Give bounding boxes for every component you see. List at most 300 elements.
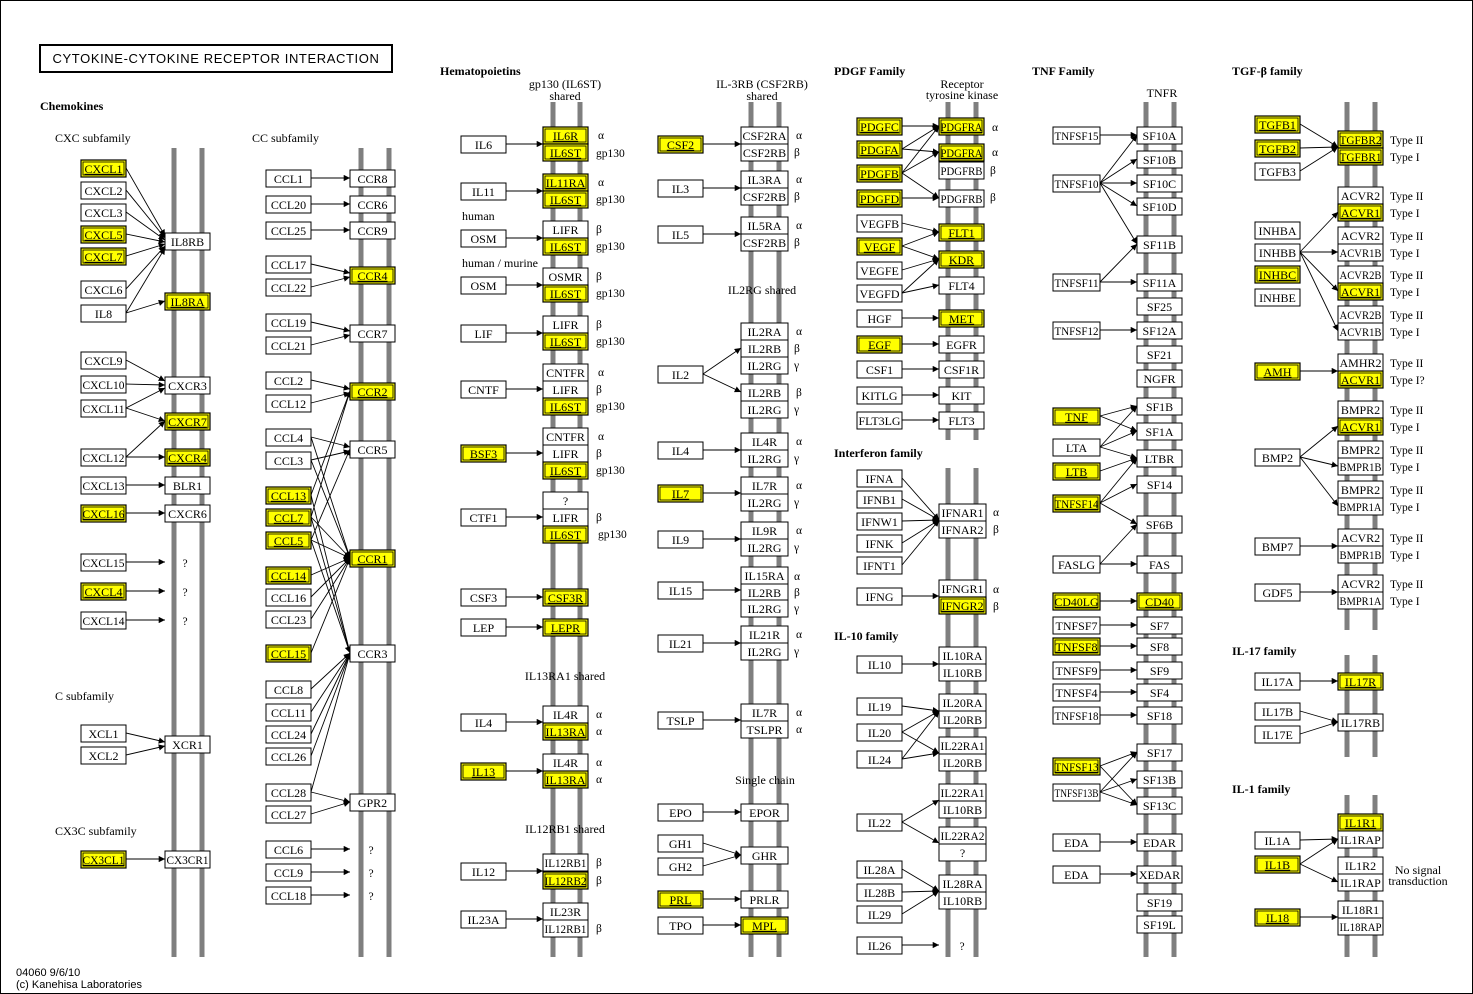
gene-node-ccr5[interactable] — [350, 441, 395, 458]
gene-node-lifr[interactable] — [543, 221, 588, 238]
gene-node-il15ra[interactable] — [741, 567, 788, 584]
gene-node-bmpr2[interactable] — [1338, 481, 1383, 498]
gene-node-ifnar2[interactable] — [939, 521, 986, 538]
gene-node-sf13c[interactable] — [1137, 797, 1182, 814]
gene-node-csf2[interactable] — [658, 136, 703, 153]
gene-node-sf7[interactable] — [1137, 617, 1182, 634]
gene-node-acvr2[interactable] — [1338, 575, 1383, 592]
gene-node-acvr1[interactable] — [1338, 283, 1383, 300]
gene-node-ltbr[interactable] — [1137, 450, 1182, 467]
gene-node-il10rb[interactable] — [939, 801, 986, 818]
gene-node-xedar[interactable] — [1137, 866, 1182, 883]
gene-node-pdgfb[interactable] — [857, 165, 902, 182]
gene-node-tnfsf15[interactable] — [1053, 127, 1100, 144]
gene-node-lifr[interactable] — [543, 445, 588, 462]
gene-node-tnf[interactable] — [1053, 408, 1100, 425]
gene-node-acvr1[interactable] — [1338, 204, 1383, 221]
gene-node-ccl28[interactable] — [266, 784, 311, 801]
gene-node-gh1[interactable] — [658, 835, 703, 852]
gene-node-prlr[interactable] — [741, 891, 788, 908]
gene-node-il12rb1[interactable] — [543, 920, 588, 937]
gene-node-il7r[interactable] — [741, 704, 788, 721]
gene-node-eda[interactable] — [1053, 834, 1100, 851]
gene-node-osm[interactable] — [461, 230, 506, 247]
gene-node-cxcl11[interactable] — [81, 400, 126, 417]
gene-node-pdgfa[interactable] — [857, 141, 902, 158]
gene-node-flt3[interactable] — [939, 412, 984, 429]
gene-node-ccr2[interactable] — [350, 383, 395, 400]
gene-node-il18r1[interactable] — [1338, 901, 1383, 918]
gene-node-il10rb[interactable] — [939, 892, 986, 909]
gene-node-acvr1[interactable] — [1338, 371, 1383, 388]
gene-node-il2rg[interactable] — [741, 494, 788, 511]
gene-node-acvr2[interactable] — [1338, 187, 1383, 204]
gene-node-tnfsf18[interactable] — [1053, 707, 1100, 724]
gene-node-il3ra[interactable] — [741, 171, 788, 188]
gene-node-osmr[interactable] — [543, 268, 588, 285]
gene-node-sf9[interactable] — [1137, 662, 1182, 679]
gene-node-cxcl14[interactable] — [81, 612, 126, 629]
gene-node-cxcl12[interactable] — [81, 449, 126, 466]
gene-node-cntfr[interactable] — [543, 428, 588, 445]
gene-node-ccl9[interactable] — [266, 864, 311, 881]
gene-node-ccl18[interactable] — [266, 887, 311, 904]
gene-node-tnfsf12[interactable] — [1053, 322, 1100, 339]
gene-node-il21r[interactable] — [741, 626, 788, 643]
gene-node-il4r[interactable] — [741, 433, 788, 450]
gene-node-il1b[interactable] — [1255, 856, 1300, 873]
gene-node-lifr[interactable] — [543, 509, 588, 526]
gene-node-ccl22[interactable] — [266, 279, 311, 296]
gene-node-inhbb[interactable] — [1255, 244, 1300, 261]
gene-node-ccl25[interactable] — [266, 222, 311, 239]
gene-node-epo[interactable] — [658, 804, 703, 821]
gene-node-gh2[interactable] — [658, 858, 703, 875]
gene-node-ccl7[interactable] — [266, 509, 311, 526]
gene-node-bmpr2[interactable] — [1338, 401, 1383, 418]
gene-node-il20rb[interactable] — [939, 754, 986, 771]
gene-node-cntfr[interactable] — [543, 364, 588, 381]
gene-node-il28a[interactable] — [857, 861, 902, 878]
gene-node-lifr[interactable] — [543, 316, 588, 333]
gene-node-ccr8[interactable] — [350, 170, 395, 187]
gene-node-ccr3[interactable] — [350, 645, 395, 662]
gene-node-il22ra1[interactable] — [939, 737, 986, 754]
gene-node-sf8[interactable] — [1137, 638, 1182, 655]
gene-node-acvr2b[interactable] — [1338, 266, 1383, 283]
gene-node-bmpr1a[interactable] — [1338, 498, 1383, 515]
gene-node-sf25[interactable] — [1137, 298, 1182, 315]
gene-node-il2ra[interactable] — [741, 323, 788, 340]
gene-node-cxcl16[interactable] — [81, 505, 126, 522]
gene-node-il23r[interactable] — [543, 903, 588, 920]
gene-node-acvr1[interactable] — [1338, 418, 1383, 435]
gene-node-il24[interactable] — [857, 751, 902, 768]
gene-node-ccl19[interactable] — [266, 314, 311, 331]
gene-node-cxcl10[interactable] — [81, 376, 126, 393]
gene-node-ccr6[interactable] — [350, 196, 395, 213]
gene-node-osm[interactable] — [461, 277, 506, 294]
gene-node-il9[interactable] — [658, 531, 703, 548]
gene-node-cd40lg[interactable] — [1053, 593, 1100, 610]
gene-node-pdgfrb[interactable] — [939, 190, 984, 207]
gene-node-pdgfra[interactable] — [939, 144, 984, 161]
gene-node-inhbe[interactable] — [1255, 289, 1300, 306]
gene-node-sf11b[interactable] — [1137, 236, 1182, 253]
gene-node-cx3cr1[interactable] — [165, 851, 210, 868]
gene-node-sf21[interactable] — [1137, 346, 1182, 363]
gene-node-lepr[interactable] — [543, 619, 588, 636]
gene-node-il19[interactable] — [857, 698, 902, 715]
gene-node-il10rb[interactable] — [939, 664, 986, 681]
gene-node-pdgfc[interactable] — [857, 118, 902, 135]
gene-node-sf18[interactable] — [1137, 707, 1182, 724]
gene-node-il6r[interactable] — [543, 127, 588, 144]
gene-node-sf12a[interactable] — [1137, 322, 1182, 339]
gene-node-gdf5[interactable] — [1255, 584, 1300, 601]
gene-node-cntf[interactable] — [461, 381, 506, 398]
gene-node-inhbc[interactable] — [1255, 266, 1300, 283]
gene-node-vegfd[interactable] — [857, 285, 902, 302]
gene-node-pdgfra[interactable] — [939, 118, 984, 135]
gene-node-cxcl1[interactable] — [81, 160, 126, 177]
gene-node-sf4[interactable] — [1137, 684, 1182, 701]
gene-node-il2[interactable] — [658, 366, 703, 383]
gene-node-cxcl13[interactable] — [81, 477, 126, 494]
gene-node-bmp7[interactable] — [1255, 538, 1300, 555]
gene-node-il20ra[interactable] — [939, 694, 986, 711]
gene-node-tslpr[interactable] — [741, 721, 788, 738]
gene-node-il4[interactable] — [461, 714, 506, 731]
gene-node-cxcr6[interactable] — [165, 505, 210, 522]
gene-node-ccl8[interactable] — [266, 681, 311, 698]
gene-node-ccl1[interactable] — [266, 170, 311, 187]
gene-node-ccl12[interactable] — [266, 395, 311, 412]
gene-node-il6st[interactable] — [543, 285, 588, 302]
gene-node-pdgfd[interactable] — [857, 190, 902, 207]
gene-node-csf1r[interactable] — [939, 361, 984, 378]
gene-node-ifnar1[interactable] — [939, 504, 986, 521]
gene-node-ccl15[interactable] — [266, 645, 311, 662]
gene-node-tnfsf7[interactable] — [1053, 617, 1100, 634]
gene-node-xcl1[interactable] — [81, 725, 126, 742]
gene-node-bmpr1b[interactable] — [1338, 546, 1383, 563]
gene-node-acvr2b[interactable] — [1338, 306, 1383, 323]
gene-node-ccl2[interactable] — [266, 372, 311, 389]
gene-node-ghr[interactable] — [741, 847, 788, 864]
gene-node-ccl23[interactable] — [266, 611, 311, 628]
gene-node-tnfsf4[interactable] — [1053, 684, 1100, 701]
gene-node-sf19[interactable] — [1137, 894, 1182, 911]
gene-node-sf10d[interactable] — [1137, 198, 1182, 215]
gene-node-sf10b[interactable] — [1137, 151, 1182, 168]
gene-node-csf3r[interactable] — [543, 589, 588, 606]
gene-node-ifnk[interactable] — [857, 535, 902, 552]
gene-node-sf10a[interactable] — [1137, 127, 1182, 144]
gene-node-xcr1[interactable] — [165, 736, 210, 753]
gene-node-il15[interactable] — [658, 582, 703, 599]
gene-node-il2rg[interactable] — [741, 401, 788, 418]
gene-node-ccl21[interactable] — [266, 337, 311, 354]
gene-node-tgfbr1[interactable] — [1338, 148, 1383, 165]
gene-node-ccl5[interactable] — [266, 532, 311, 549]
gene-node-ccl6[interactable] — [266, 841, 311, 858]
gene-node-il18rap[interactable] — [1338, 918, 1383, 935]
gene-node-il12rb1[interactable] — [543, 854, 588, 871]
gene-node-il5ra[interactable] — [741, 217, 788, 234]
gene-node-sf17[interactable] — [1137, 744, 1182, 761]
gene-node-eda[interactable] — [1053, 866, 1100, 883]
gene-node-il2rg[interactable] — [741, 539, 788, 556]
gene-node-il12[interactable] — [461, 863, 506, 880]
gene-node-csf3[interactable] — [461, 589, 506, 606]
gene-node-sf1b[interactable] — [1137, 398, 1182, 415]
gene-node-tslp[interactable] — [658, 712, 703, 729]
gene-node-ccr9[interactable] — [350, 222, 395, 239]
gene-node-ccl3[interactable] — [266, 452, 311, 469]
gene-node-il13ra[interactable] — [543, 771, 588, 788]
gene-node-il28b[interactable] — [857, 884, 902, 901]
gene-node-csf1[interactable] — [857, 361, 902, 378]
gene-node-mpl[interactable] — [741, 917, 788, 934]
gene-node-il2rb[interactable] — [741, 584, 788, 601]
gene-node-ifng[interactable] — [857, 588, 902, 605]
gene-node-kit[interactable] — [939, 387, 984, 404]
gene-node-il6st[interactable] — [543, 191, 588, 208]
gene-node-hgf[interactable] — [857, 310, 902, 327]
gene-node-il18[interactable] — [1255, 909, 1300, 926]
gene-node-il17a[interactable] — [1255, 673, 1300, 690]
gene-node-epor[interactable] — [741, 804, 788, 821]
gene-node-il26[interactable] — [857, 937, 902, 954]
gene-node-il12rb2[interactable] — [543, 872, 588, 889]
gene-node-il2rg[interactable] — [741, 643, 788, 660]
gene-node-ltb[interactable] — [1053, 463, 1100, 480]
gene-node-il22ra1[interactable] — [939, 784, 986, 801]
gene-node-cxcl6[interactable] — [81, 281, 126, 298]
gene-node-il3[interactable] — [658, 180, 703, 197]
gene-node-il11ra[interactable] — [543, 174, 588, 191]
gene-node-cxcl9[interactable] — [81, 352, 126, 369]
gene-node-cxcl2[interactable] — [81, 182, 126, 199]
gene-node-acvr2[interactable] — [1338, 227, 1383, 244]
gene-node-cxcr3[interactable] — [165, 377, 210, 394]
gene-node-?[interactable] — [543, 492, 588, 509]
gene-node-il8ra[interactable] — [165, 293, 210, 310]
gene-node-ifnb1[interactable] — [857, 491, 902, 508]
gene-node-il17b[interactable] — [1255, 703, 1300, 720]
gene-node-cxcr7[interactable] — [165, 413, 210, 430]
gene-node-vegfe[interactable] — [857, 262, 902, 279]
gene-node-cxcl7[interactable] — [81, 248, 126, 265]
gene-node-csf2rb[interactable] — [741, 188, 788, 205]
gene-node-csf2rb[interactable] — [741, 234, 788, 251]
gene-node-ccl27[interactable] — [266, 806, 311, 823]
gene-node-tnfsf8[interactable] — [1053, 638, 1100, 655]
gene-node-met[interactable] — [939, 310, 984, 327]
gene-node-il13[interactable] — [461, 763, 506, 780]
gene-node-il1rap[interactable] — [1338, 831, 1383, 848]
gene-node-bmpr2[interactable] — [1338, 441, 1383, 458]
gene-node-il29[interactable] — [857, 906, 902, 923]
gene-node-sf11a[interactable] — [1137, 274, 1182, 291]
gene-node-il21[interactable] — [658, 635, 703, 652]
gene-node-il13ra[interactable] — [543, 723, 588, 740]
gene-node-flt3lg[interactable] — [857, 412, 902, 429]
gene-node-pdgfrb[interactable] — [939, 162, 984, 179]
gene-node-edar[interactable] — [1137, 834, 1182, 851]
gene-node-tnfsf10[interactable] — [1053, 175, 1100, 192]
gene-node-il28ra[interactable] — [939, 875, 986, 892]
gene-node-ifnt1[interactable] — [857, 557, 902, 574]
gene-node-il4r[interactable] — [543, 754, 588, 771]
gene-node-sf13b[interactable] — [1137, 771, 1182, 788]
gene-node-il1r2[interactable] — [1338, 857, 1383, 874]
gene-node-inhba[interactable] — [1255, 222, 1300, 239]
gene-node-ctf1[interactable] — [461, 509, 506, 526]
gene-node-cxcl3[interactable] — [81, 204, 126, 221]
gene-node-tgfb2[interactable] — [1255, 140, 1300, 157]
gene-node-il9r[interactable] — [741, 522, 788, 539]
gene-node-tnfsf9[interactable] — [1053, 662, 1100, 679]
gene-node-ccl16[interactable] — [266, 589, 311, 606]
gene-node-il6st[interactable] — [543, 398, 588, 415]
gene-node-ccr1[interactable] — [350, 550, 395, 567]
gene-node-cx3cl1[interactable] — [81, 851, 126, 868]
gene-node-kitlg[interactable] — [857, 387, 902, 404]
gene-node-lta[interactable] — [1053, 439, 1100, 456]
gene-node-blr1[interactable] — [165, 477, 210, 494]
gene-node-amhr2[interactable] — [1338, 354, 1383, 371]
gene-node-acvr1b[interactable] — [1338, 323, 1383, 340]
gene-node-flt4[interactable] — [939, 277, 984, 294]
gene-node-cxcl4[interactable] — [81, 583, 126, 600]
gene-node-sf19l[interactable] — [1137, 916, 1182, 933]
gene-node-il4r[interactable] — [543, 706, 588, 723]
gene-node-il4[interactable] — [658, 442, 703, 459]
gene-node-il7[interactable] — [658, 485, 703, 502]
gene-node-acvr1b[interactable] — [1338, 244, 1383, 261]
gene-node-bmpr1b[interactable] — [1338, 458, 1383, 475]
gene-node-fas[interactable] — [1137, 556, 1182, 573]
gene-node-ccl24[interactable] — [266, 726, 311, 743]
gene-node-il17e[interactable] — [1255, 726, 1300, 743]
gene-node-tnfsf11[interactable] — [1053, 274, 1100, 291]
gene-node-il17rb[interactable] — [1338, 714, 1383, 731]
gene-node-ccr7[interactable] — [350, 325, 395, 342]
gene-node-il2rg[interactable] — [741, 600, 788, 617]
gene-node-il10ra[interactable] — [939, 647, 986, 664]
gene-node-gpr2[interactable] — [350, 794, 395, 811]
gene-node-egfr[interactable] — [939, 336, 984, 353]
gene-node-bmpr1a[interactable] — [1338, 592, 1383, 609]
gene-node-bsf3[interactable] — [461, 445, 506, 462]
gene-node-ccl11[interactable] — [266, 704, 311, 721]
gene-node-tnfsf13b[interactable] — [1053, 784, 1100, 801]
gene-node-sf10c[interactable] — [1137, 175, 1182, 192]
gene-node-tnfsf14[interactable] — [1053, 495, 1100, 512]
gene-node-egf[interactable] — [857, 336, 902, 353]
gene-node-il10[interactable] — [857, 656, 902, 673]
gene-node-vegfb[interactable] — [857, 215, 902, 232]
gene-node-ifngr1[interactable] — [939, 580, 986, 597]
gene-node-ccr4[interactable] — [350, 267, 395, 284]
gene-node-il20rb[interactable] — [939, 711, 986, 728]
gene-node-ccl14[interactable] — [266, 567, 311, 584]
gene-node-bmp2[interactable] — [1255, 449, 1300, 466]
gene-node-il8[interactable] — [81, 305, 126, 322]
gene-node-lif[interactable] — [461, 325, 506, 342]
gene-node-il2rb[interactable] — [741, 340, 788, 357]
gene-node-il22[interactable] — [857, 814, 902, 831]
gene-node-vegf[interactable] — [857, 238, 902, 255]
gene-node-il6st[interactable] — [543, 526, 588, 543]
gene-node-tpo[interactable] — [658, 917, 703, 934]
gene-node-il17r[interactable] — [1338, 673, 1383, 690]
gene-node-ccl26[interactable] — [266, 748, 311, 765]
gene-node-il23a[interactable] — [461, 911, 506, 928]
gene-node-ccl17[interactable] — [266, 256, 311, 273]
gene-node-il6st[interactable] — [543, 238, 588, 255]
gene-node-ccl20[interactable] — [266, 196, 311, 213]
gene-node-tgfbr2[interactable] — [1338, 131, 1383, 148]
gene-node-?[interactable] — [939, 844, 986, 861]
gene-node-xcl2[interactable] — [81, 747, 126, 764]
gene-node-il1a[interactable] — [1255, 832, 1300, 849]
gene-node-ifna[interactable] — [857, 470, 902, 487]
gene-node-ifnw1[interactable] — [857, 513, 902, 530]
gene-node-sf6b[interactable] — [1137, 516, 1182, 533]
gene-node-il7r[interactable] — [741, 477, 788, 494]
gene-node-sf14[interactable] — [1137, 476, 1182, 493]
gene-node-csf2rb[interactable] — [741, 144, 788, 161]
gene-node-il11[interactable] — [461, 183, 506, 200]
gene-node-cxcr4[interactable] — [165, 449, 210, 466]
gene-node-ccl13[interactable] — [266, 487, 311, 504]
gene-node-il1rap[interactable] — [1338, 874, 1383, 891]
gene-node-tgfb1[interactable] — [1255, 116, 1300, 133]
gene-node-il6st[interactable] — [543, 333, 588, 350]
gene-node-il2rb[interactable] — [741, 384, 788, 401]
gene-node-kdr[interactable] — [939, 251, 984, 268]
gene-node-tnfsf13[interactable] — [1053, 758, 1100, 775]
gene-node-lifr[interactable] — [543, 381, 588, 398]
gene-node-amh[interactable] — [1255, 363, 1300, 380]
gene-node-acvr2[interactable] — [1338, 529, 1383, 546]
gene-node-il22ra2[interactable] — [939, 827, 986, 844]
gene-node-ccl4[interactable] — [266, 429, 311, 446]
gene-node-prl[interactable] — [658, 891, 703, 908]
gene-node-lep[interactable] — [461, 619, 506, 636]
gene-node-il2rg[interactable] — [741, 450, 788, 467]
gene-node-faslg[interactable] — [1053, 556, 1100, 573]
gene-node-cxcl15[interactable] — [81, 554, 126, 571]
gene-node-sf1a[interactable] — [1137, 423, 1182, 440]
gene-node-ifngr2[interactable] — [939, 597, 986, 614]
gene-node-cxcl5[interactable] — [81, 226, 126, 243]
gene-node-il6st[interactable] — [543, 462, 588, 479]
gene-node-il8rb[interactable] — [165, 233, 210, 250]
gene-node-il20[interactable] — [857, 724, 902, 741]
gene-node-il6st[interactable] — [543, 144, 588, 161]
gene-node-il2rg[interactable] — [741, 357, 788, 374]
gene-node-tgfb3[interactable] — [1255, 163, 1300, 180]
gene-node-cd40[interactable] — [1137, 593, 1182, 610]
gene-node-il1r1[interactable] — [1338, 814, 1383, 831]
gene-node-flt1[interactable] — [939, 224, 984, 241]
gene-node-ngfr[interactable] — [1137, 370, 1182, 387]
gene-node-il6[interactable] — [461, 136, 506, 153]
